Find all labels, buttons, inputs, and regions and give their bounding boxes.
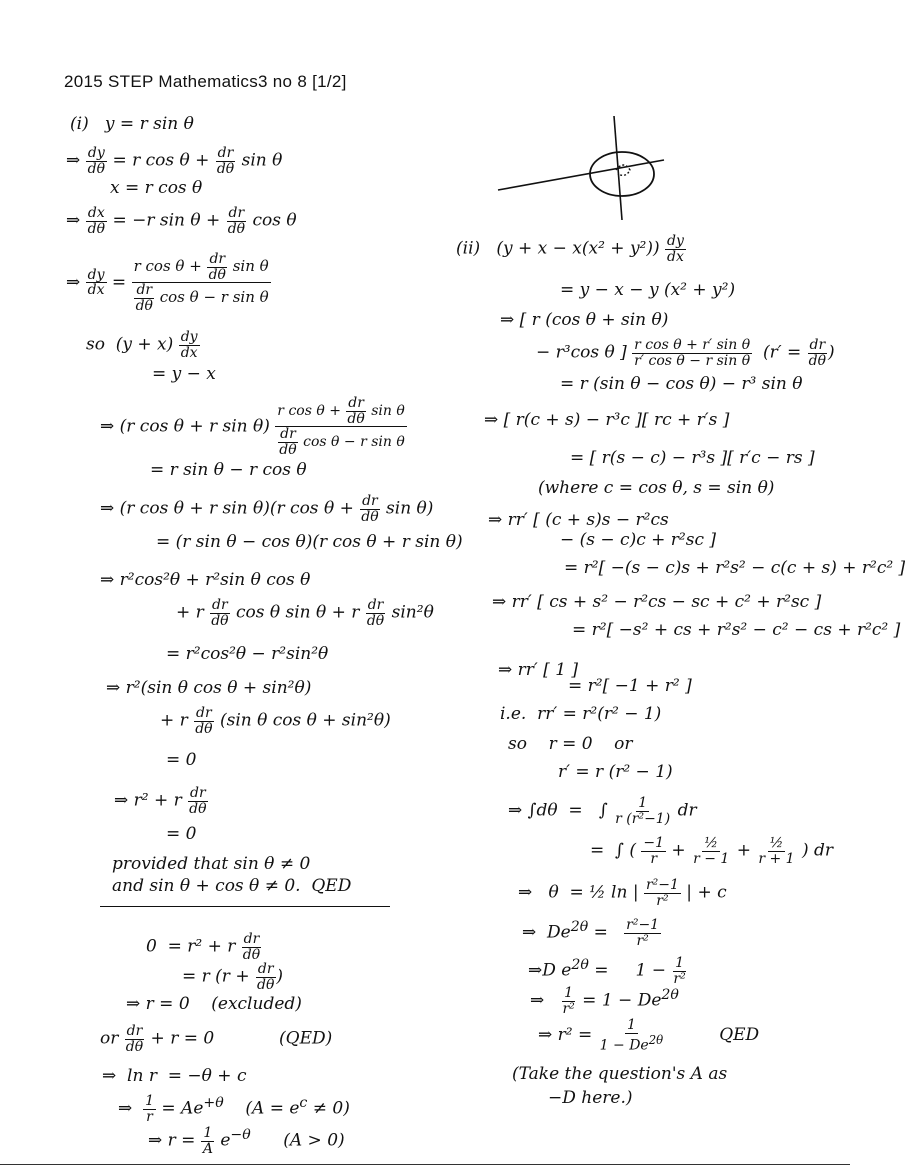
math-line-right-15: = r²[ −1 + r² ] — [568, 676, 692, 696]
math-line-left-19: = 0 — [166, 824, 197, 844]
math-line-right-3: ⇒ [ r (cos θ + sin θ) — [500, 310, 669, 330]
math-line-right-20: = ∫ ( $\frac{-1}{r}$ + $\frac{\text{½}}{r - 1}$ + $\frac{\text{½}}{r + 1}$ ) dr — [590, 835, 834, 867]
math-line-left-6: so (y + x) $\frac{dy}{dx}$ — [86, 329, 198, 361]
math-line-left-3: x = r cos θ — [110, 178, 203, 198]
math-line-left-5: ⇒ $\frac{dy}{dx}$ = r cos θ + $\frac{dr}{d\theta}$ sin θ $\frac{dr}{d\theta}$ cos θ − r sin θ — [66, 251, 269, 315]
math-line-right-27: −D here.) — [548, 1088, 633, 1108]
math-line-right-6: ⇒ [ r(c + s) − r³c ][ rc + r′s ] — [484, 410, 730, 430]
math-line-right-9: ⇒ rr′ [ (c + s)s − r²cs — [488, 510, 669, 530]
math-line-right-26: (Take the question's A as — [512, 1064, 728, 1084]
math-line-right-16: i.e. rr′ = r²(r² − 1) — [500, 704, 662, 724]
math-line-left-14: = r²cos²θ − r²sin²θ — [166, 644, 329, 664]
math-line-right-5: = r (sin θ − cos θ) − r³ sin θ — [560, 374, 803, 394]
math-line-left-25: or $\frac{dr}{d\theta}$ + r = 0 (QED) — [100, 1023, 333, 1055]
section-divider — [100, 906, 390, 907]
math-line-left-17: = 0 — [166, 750, 197, 770]
math-line-right-1: (ii) (y + x − x(x² + y²)) $\frac{dy}{dx}$ — [456, 233, 684, 265]
math-line-right-24: ⇒ $\frac{1}{\text{r²}}$ = $1 - De^{2\theta}$ — [530, 985, 679, 1017]
math-line-right-12: ⇒ rr′ [ cs + s² − r²cs − sc + c² + r²sc ] — [492, 592, 822, 612]
sketch-circle — [590, 152, 654, 196]
math-line-right-8: (where c = cos θ, s = sin θ) — [538, 478, 775, 498]
math-line-left-4: ⇒ $\frac{dx}{d\theta}$ = −r sin θ + $\frac{dr}{d\theta}$ cos θ — [66, 205, 297, 237]
math-line-right-25: ⇒ r² = $\frac{1}{1 - De^{2\theta}}$ QED — [538, 1017, 760, 1054]
math-line-right-18: r′ = r (r² − 1) — [558, 762, 673, 782]
math-line-left-10: ⇒ (r cos θ + r sin θ)(r cos θ + $\frac{dr}{d\theta}$ sin θ) — [100, 493, 434, 525]
math-line-left-13: + r $\frac{dr}{d\theta}$ cos θ sin θ + r $\frac{dr}{d\theta}$ sin²θ — [176, 597, 434, 629]
math-line-left-20: provided that sin θ ≠ 0 — [112, 854, 311, 874]
math-line-right-14: ⇒ rr′ [ 1 ] — [498, 660, 579, 680]
math-line-left-15: ⇒ r²(sin θ cos θ + sin²θ) — [106, 678, 312, 698]
math-line-left-21: and sin θ + cos θ ≠ 0. QED — [112, 876, 352, 896]
math-line-right-22: ⇒ $De^{2\theta}$ = $\frac{\text{r²−1}}{\text{r²}}$ — [522, 917, 660, 949]
math-line-left-28: ⇒ r = $\frac{1}{A}$ $e^{-\theta}$ (A > 0) — [148, 1125, 345, 1157]
math-line-right-7: = [ r(s − c) − r³s ][ r′c − rs ] — [570, 448, 815, 468]
sketch-x-axis — [498, 160, 664, 190]
math-line-right-10: − (s − c)c + r²sc ] — [560, 530, 717, 550]
math-line-right-13: = r²[ −s² + cs + r²s² − c² − cs + r²c² ] — [572, 620, 901, 640]
math-line-left-1: (i) y = r sin θ — [70, 114, 194, 134]
math-line-left-11: = (r sin θ − cos θ)(r cos θ + r sin θ) — [156, 532, 463, 552]
math-line-left-26: ⇒ ln r = −θ + c — [102, 1066, 247, 1086]
math-line-right-11: = r²[ −(s − c)s + r²s² − c(c + s) + r²c² ] — [564, 558, 905, 578]
math-line-left-24: ⇒ r = 0 (excluded) — [126, 994, 302, 1014]
page-title: 2015 STEP Mathematics3 no 8 [1/2] — [64, 72, 347, 91]
curve-sketch — [496, 112, 666, 222]
math-line-left-18: ⇒ r² + r $\frac{dr}{d\theta}$ — [114, 785, 207, 817]
math-line-left-9: = r sin θ − r cos θ — [150, 460, 307, 480]
math-line-left-12: ⇒ r²cos²θ + r²sin θ cos θ — [100, 570, 311, 590]
math-line-left-23: = r (r + $\frac{dr}{d\theta}$ ) — [182, 961, 284, 993]
math-line-right-21: ⇒ θ = ½ ln | $\frac{\text{r²−1}}{\text{r²}}$ | + c — [518, 877, 727, 909]
math-line-left-7: = y − x — [152, 364, 216, 384]
math-line-left-16: + r $\frac{dr}{d\theta}$ (sin θ cos θ + sin²θ) — [160, 705, 391, 737]
math-line-right-23: ⇒D $e^{2\theta}$ = 1 − $\frac{1}{\text{r²}}$ — [528, 955, 686, 987]
math-line-right-19: ⇒ ∫dθ = ∫ $\frac{1}{\text{r (r²−1)}}$ dr — [508, 795, 697, 827]
math-line-right-4: − r³cos θ ] $\frac{\text{r cos θ + r′ sin θ}}{\text{r′ cos θ − r sin θ}}$ (r′ = $\frac{dr}{d\theta}$ ) — [536, 337, 835, 369]
page-bottom-edge — [0, 1164, 850, 1165]
math-line-right-2: = y − x − y (x² + y²) — [560, 280, 736, 300]
math-line-left-8: ⇒ (r cos θ + r sin θ) r cos θ + $\frac{dr}{d\theta}$ sin θ $\frac{dr}{d\theta}$ cos θ − r sin θ — [100, 395, 405, 459]
part-label: (ii) — [456, 238, 481, 259]
math-line-left-27: ⇒ $\frac{1}{r}$ = $Ae^{+\theta}$ $(A = e^c \ne 0)$ — [118, 1093, 350, 1125]
part-label: (i) — [70, 114, 89, 134]
math-line-right-17: so r = 0 or — [508, 734, 633, 754]
math-line-left-22: 0 = r² + r $\frac{dr}{d\theta}$ — [146, 931, 261, 963]
math-line-left-2: ⇒ $\frac{dy}{d\theta}$ = r cos θ + $\frac{dr}{d\theta}$ sin θ — [66, 145, 283, 177]
